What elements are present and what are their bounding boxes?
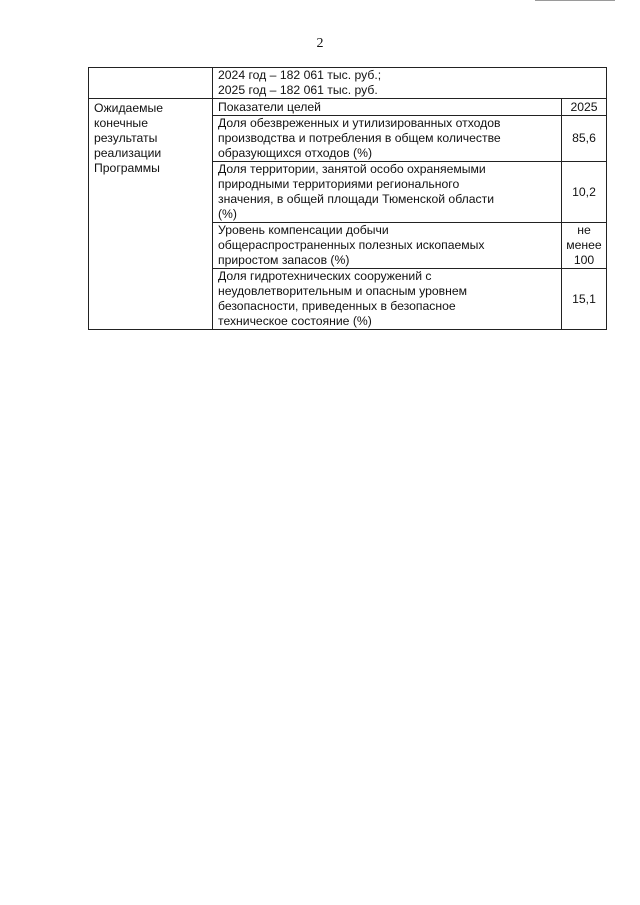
header-row <box>89 99 607 116</box>
value-cell <box>562 223 607 269</box>
indicator-cell <box>213 269 562 330</box>
page-number: 2 <box>316 36 324 51</box>
top-edge-line <box>535 0 615 1</box>
section-label: Ожидаемые конечные результаты реализации Программы <box>94 101 164 175</box>
indicator-text: Доля гидротехнических сооружений с неудовлетворительным и опасным уровнем безопасности, приведенных в безопасное техническое состояние (%) <box>218 269 468 328</box>
value-cell: 15,1 <box>562 269 607 330</box>
indicator-text: Доля территории, занятой особо охраняемыми природными территориями регионального значения, в общей площади Тюменской области (%) <box>218 162 495 221</box>
indicator-text: Доля обезвреженных и утилизированных отходов производства и потребления в общем количестве образующихся отходов (%) <box>218 116 501 160</box>
section-label-cell <box>89 99 213 330</box>
value-cell: 85,6 <box>562 116 607 162</box>
value-text: не менее 100 <box>566 223 602 267</box>
finance-text: 2024 год – 182 061 тыс. руб.; 2025 год – 182 061 тыс. руб. <box>218 68 382 97</box>
empty-label-cell <box>89 68 213 99</box>
finance-row <box>89 68 607 99</box>
indicator-cell <box>213 162 562 223</box>
indicator-cell <box>213 223 562 269</box>
indicator-cell <box>213 116 562 162</box>
year-header: 2025 <box>562 99 607 116</box>
indicators-header: Показатели целей <box>213 99 562 116</box>
finance-cell <box>213 68 607 99</box>
indicator-text: Уровень компенсации добычи общераспространенных полезных ископаемых приростом запасов (%) <box>218 223 485 267</box>
value-cell: 10,2 <box>562 162 607 223</box>
program-passport-table <box>88 67 607 330</box>
